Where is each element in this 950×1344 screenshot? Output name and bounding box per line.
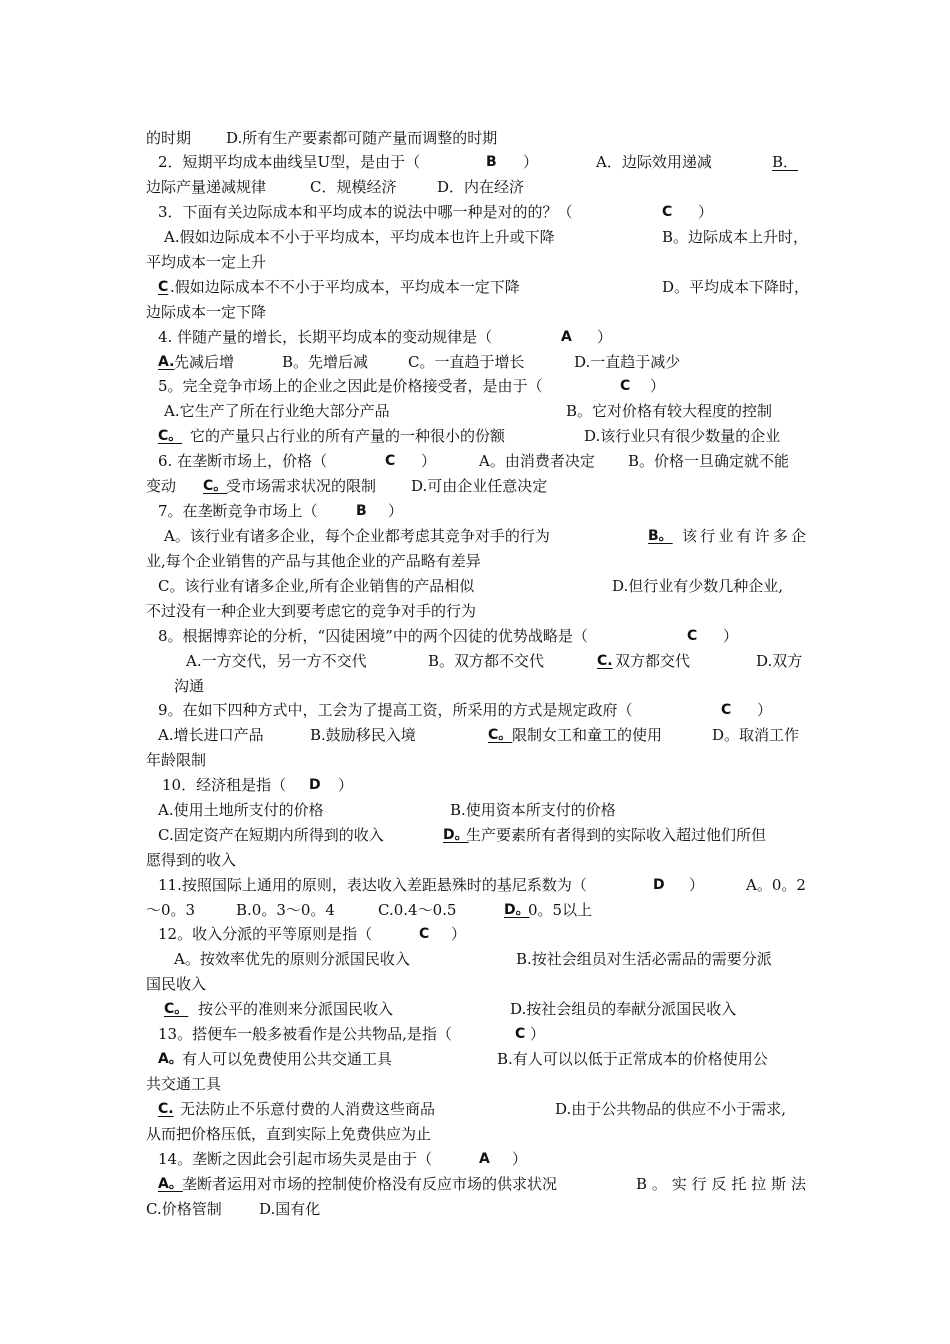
text-line [0,698,950,723]
text-line [0,972,950,997]
text-line [0,574,950,599]
answer-text: D。 [443,827,469,843]
answer-text: A [561,329,572,345]
text-segment: 7。在垄断竞争市场上（ [158,502,318,520]
text-segment: C。一直趋于增长 [408,353,525,371]
text-segment: 11.按照国际上通用的原则，表达收入差距悬殊时的基尼系数为（ [158,876,587,894]
answer-text: D [653,877,665,893]
text-segment: 14。垄断之因此会引起市场失灵是由于（ [158,1150,433,1168]
answer-text: C [419,926,430,942]
text-segment: A。由消费者决定 [479,452,595,470]
answer-text: B。 [648,528,673,544]
text-segment: B.鼓励移民入境 [310,726,416,744]
text-segment: 边际产量递减规律 [146,178,267,196]
text-line [0,175,950,200]
text-line [0,1072,950,1097]
text-segment: A.使用土地所支付的价格 [158,801,324,819]
text-line [0,449,950,474]
text-segment: 的时期 [146,129,192,147]
text-segment: B。双方都不交代 [428,652,545,670]
text-line [0,674,950,699]
text-segment: C.固定资产在短期内所得到的收入 [158,826,384,844]
text-segment: A。按效率优先的原则分派国民收入 [174,950,410,968]
text-line [0,200,950,225]
text-segment: 双方都交代 [615,652,691,670]
answer-text: A [479,1151,490,1167]
text-line [0,1047,950,1072]
text-segment: D.该行业只有很少数量的企业 [584,427,781,445]
text-segment: D。取消工作 [712,726,800,744]
text-line [0,499,950,524]
answer-text: B [356,503,367,519]
text-segment: ） [597,328,613,346]
text-line [0,350,950,375]
answer-text: C。 [158,428,183,444]
text-segment: 共交通工具 [146,1075,222,1093]
text-line [0,549,950,574]
text-segment: B。价格一旦确定就不能 [628,452,790,470]
text-line [0,599,950,624]
text-segment: ） [523,153,539,171]
text-segment: 3．下面有关边际成本和平均成本的说法中哪一种是对的的？（ [158,203,573,221]
text-segment: B.按社会组员对生活必需品的需要分派 [516,950,772,968]
text-segment: A.它生产了所在行业绝大部分产品 [164,402,390,420]
text-segment: 13。搭便车一般多被看作是公共物品,是指（ [158,1025,452,1043]
text-line [0,275,950,300]
text-segment: ） [757,701,773,719]
answer-text: C [721,702,732,718]
text-segment: D．内在经济 [437,178,525,196]
text-line [0,624,950,649]
text-line [0,1122,950,1147]
answer-text: C [620,378,631,394]
answer-text: C. [597,653,613,669]
answer-text: C. [158,1101,174,1117]
text-segment: A．边际效用递减 [596,153,712,171]
text-segment: ） [421,452,437,470]
text-segment: ） [388,502,404,520]
text-line [0,848,950,873]
text-segment: 无法防止不乐意付费的人消费这些商品 [180,1100,436,1118]
text-segment: .假如边际成本不不小于平均成本，平均成本一定下降 [170,278,520,296]
text-segment: A.一方交代，另一方不交代 [186,652,367,670]
text-segment: C。该行业有诸多企业,所有企业销售的产品相似 [158,577,475,595]
text-segment: 垄断者运用对市场的控制使价格没有反应市场的供求状况 [182,1175,558,1193]
text-segment: D。平均成本下降时， [662,278,810,296]
answer-text: C [385,453,396,469]
text-segment: B。实行反托拉斯法 [636,1175,806,1193]
text-segment: A。该行业有诸多企业，每个企业都考虑其竞争对手的行为 [164,527,550,545]
text-segment: A.增长进口产品 [158,726,264,744]
text-line [0,1147,950,1172]
text-segment: D.但行业有少数几种企业, [612,577,784,595]
text-line [0,823,950,848]
answer-text: C [158,279,169,295]
text-segment: ） [530,1025,546,1043]
text-segment: 4. 伴随产量的增长，长期平均成本的变动规律是（ [158,328,493,346]
text-line [0,748,950,773]
text-line [0,649,950,674]
text-segment: 沟通 [174,677,205,695]
text-segment: D.可由企业任意决定 [411,477,548,495]
text-segment: B。它对价格有较大程度的控制 [566,402,773,420]
text-segment: D.国有化 [259,1200,321,1218]
text-line [0,225,950,250]
text-segment: ） [723,627,739,645]
text-segment: 变动 [146,477,177,495]
text-segment: 9。在如下四种方式中，工会为了提高工资，所采用的方式是规定政府（ [158,701,633,719]
text-segment: B． [772,153,799,171]
text-segment: ） [451,925,467,943]
answer-text: A. [158,354,175,370]
text-segment: 年龄限制 [146,751,207,769]
text-segment: 不过没有一种企业大到要考虑它的竞争对手的行为 [146,602,477,620]
text-line [0,947,950,972]
text-line [0,1172,950,1197]
text-line [0,524,950,549]
text-segment: D.按社会组员的奉献分派国民收入 [510,1000,737,1018]
text-segment: B。边际成本上升时， [662,228,809,246]
answer-text: D [309,777,321,793]
text-segment: D.由于公共物品的供应不小于需求, [555,1100,787,1118]
text-line [0,1022,950,1047]
text-segment: 10．经济租是指（ [162,776,287,794]
text-segment: 0。5以上 [528,901,593,919]
answer-text: B [486,154,497,170]
text-segment: B.使用资本所支付的价格 [450,801,616,819]
text-segment: A。0。2 [746,876,806,894]
text-segment: 限制女工和童工的使用 [512,726,663,744]
text-line [0,773,950,798]
answer-text: C。 [488,727,513,743]
answer-text: C [662,204,673,220]
text-line [0,997,950,1022]
text-segment: D.所有生产要素都可随产量而调整的时期 [226,129,498,147]
text-line [0,399,950,424]
text-segment: 业,每个企业销售的产品与其他企业的产品略有差异 [146,552,481,570]
text-segment: 5。完全竞争市场上的企业之因此是价格接受者，是由于（ [158,377,543,395]
text-segment: 国民收入 [146,975,207,993]
text-line [0,374,950,399]
text-segment: C.价格管制 [146,1200,222,1218]
text-segment: 生产要素所有者得到的实际收入超过他们所但 [466,826,767,844]
text-line [0,300,950,325]
text-line [0,898,950,923]
text-segment: ） [650,377,666,395]
text-line [0,250,950,275]
text-segment: C.0.4～0.5 [378,901,457,919]
text-segment: D.一直趋于减少 [574,353,681,371]
answer-text: C。 [203,478,228,494]
text-line [0,1097,950,1122]
text-line [0,150,950,175]
answer-text: C [687,628,698,644]
answer-text: A。 [158,1051,183,1067]
text-segment: 2．短期平均成本曲线呈U型，是由于（ [158,153,421,171]
text-segment: B.有人可以以低于正常成本的价格使用公 [497,1050,768,1068]
answer-text: D。 [504,902,530,918]
text-segment: 按公平的准则来分派国民收入 [198,1000,394,1018]
text-line [0,325,950,350]
text-line [0,922,950,947]
text-segment: 有人可以免费使用公共交通工具 [182,1050,393,1068]
text-segment: 12。收入分派的平等原则是指（ [158,925,373,943]
text-segment: A.假如边际成本不小于平均成本，平均成本也许上升或下降 [164,228,555,246]
text-line [0,873,950,898]
text-segment: D.双方 [756,652,803,670]
text-segment: ） [512,1150,528,1168]
text-segment: ～0。3 [146,901,196,919]
text-segment: B.0。3～0。4 [236,901,335,919]
text-line [0,424,950,449]
text-segment: 8。根据博弈论的分析，“囚徒困境”中的两个囚徒的优势战略是（ [158,627,588,645]
text-segment: C．规模经济 [310,178,397,196]
answer-text: A。 [158,1176,183,1192]
text-segment: ） [689,876,705,894]
answer-text: C [515,1026,526,1042]
text-segment: 愿得到的收入 [146,851,237,869]
text-segment: 6. 在垄断市场上，价格（ [158,452,328,470]
text-line [0,723,950,748]
text-line [0,126,950,151]
text-segment: 该行业有许多企 [682,527,806,545]
text-segment: B。先增后减 [282,353,369,371]
text-segment: 先减后增 [174,353,235,371]
answer-text: C。 [164,1001,189,1017]
text-line [0,798,950,823]
text-segment: 平均成本一定上升 [146,253,267,271]
text-segment: 受市场需求状况的限制 [226,477,377,495]
text-segment: 从而把价格压低，直到实际上免费供应为止 [146,1125,432,1143]
text-segment: 它的产量只占行业的所有产量的一种很小的份额 [190,427,506,445]
text-segment: ） [338,776,354,794]
text-segment: ） [698,203,714,221]
text-line [0,1197,950,1222]
text-segment: 边际成本一定下降 [146,303,267,321]
text-line [0,474,950,499]
